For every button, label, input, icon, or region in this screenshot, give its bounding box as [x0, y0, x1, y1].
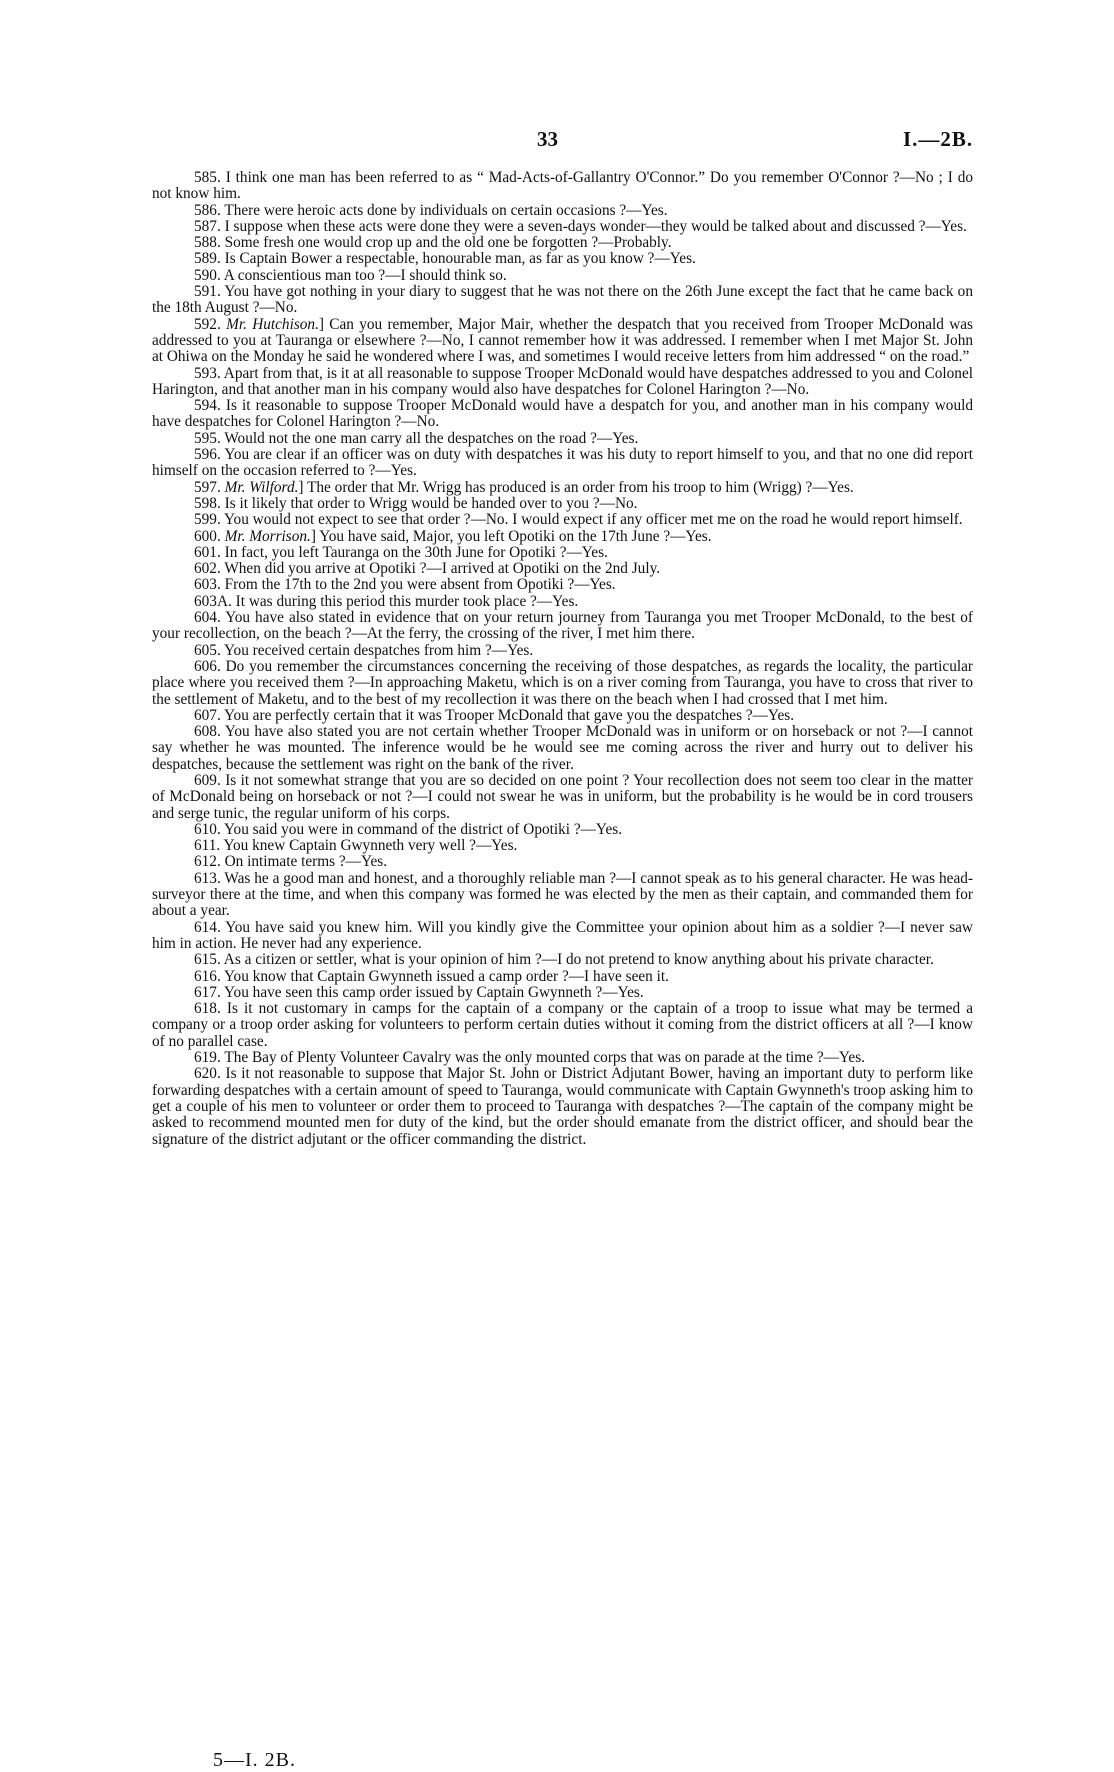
question-number: 617. — [194, 983, 221, 1001]
question-number: 616. — [194, 967, 221, 985]
question-number: 587. — [194, 217, 221, 235]
question-paragraph — [152, 561, 973, 577]
question-text: You are clear if an officer was on duty with despatches it was his duty to report himself to you, and that no one did report himself on the occasion referred to ?—Yes. — [152, 446, 973, 480]
question-text: You have seen this camp order issued by Captain Gwynneth ?—Yes. — [224, 983, 644, 1001]
question-paragraph — [152, 708, 973, 724]
question-number: 610. — [194, 820, 221, 838]
question-text: You received certain despatches from him ?—Yes. — [224, 641, 534, 659]
question-number: 586. — [194, 201, 221, 219]
question-paragraph — [152, 431, 973, 447]
question-number: 585. — [194, 169, 221, 186]
question-number: 593. — [194, 364, 221, 382]
question-text: You said you were in command of the district of Opotiki ?—Yes. — [224, 820, 623, 838]
question-text: From the 17th to the 2nd you were absent from Opotiki ?—Yes. — [224, 576, 616, 594]
question-number: 598. — [194, 494, 221, 512]
question-number: 604. — [194, 609, 221, 627]
question-text: Do you remember the circumstances concerning the receiving of those despatches, as regards the locality, the particular place where you received them ?—In approaching Maketu, which is on a river coming from Tauranga, you have to cross that river to the settlement of Maketu, and to the best of my recollection it was there on the beach when I had crossed that I met him. — [152, 657, 973, 708]
question-paragraph — [152, 203, 973, 219]
question-text: Is it reasonable to suppose Trooper McDonald would have a despatch for you, and another man in his company would have despatches for Colonel Harington ?—No. — [152, 397, 973, 431]
question-paragraph — [152, 724, 973, 773]
question-text: You are perfectly certain that it was Trooper McDonald that gave you the despatches ?—Yes. — [224, 706, 795, 724]
question-text: In fact, you left Tauranga on the 30th June for Opotiki ?—Yes. — [224, 543, 608, 561]
series-reference: I.—2B. — [903, 127, 974, 151]
question-paragraph — [152, 398, 973, 431]
question-paragraph — [152, 985, 973, 1001]
question-text: On intimate terms ?—Yes. — [224, 853, 388, 871]
question-number: 613. — [194, 869, 221, 887]
question-paragraph — [152, 871, 973, 920]
page-header — [0, 127, 1114, 153]
question-paragraph — [152, 773, 973, 822]
question-text: You have said you knew him. Will you kindly give the Committee your opinion about him as a soldier ?—I never saw him in action. He never had any experience. — [152, 918, 973, 952]
question-text: I suppose when these acts were done they were a seven-days wonder—they would be talked about and discussed ?—Yes. — [224, 217, 967, 235]
speaker-name: Mr. Wilford. — [224, 478, 299, 496]
question-paragraph — [152, 577, 973, 593]
question-text: Would not the one man carry all the despatches on the road ?—Yes. — [224, 429, 639, 447]
question-number: 608. — [194, 723, 221, 741]
question-text: You have got nothing in your diary to suggest that he was not there on the 26th June except the fact that he came back on the 18th August ?—No. — [152, 283, 973, 317]
question-paragraph — [152, 545, 973, 561]
speaker-name: Mr. Morrison. — [224, 527, 311, 545]
question-text: Is Captain Bower a respectable, honourable man, as far as you know ?—Yes. — [224, 250, 696, 268]
question-number: 595. — [194, 429, 221, 447]
question-number: 597. — [194, 478, 221, 496]
question-paragraph — [152, 838, 973, 854]
question-text: Is it likely that order to Wrigg would be handed over to you ?—No. — [224, 494, 638, 512]
question-number: 618. — [194, 1000, 221, 1018]
question-text: You have also stated you are not certain whether Trooper McDonald was in uniform or on horseback or not ?—I cannot say whether he was mounted. The inference would be he would see me coming across the river and hurry out to deliver his despatches, because the settlement was right on the bank of the river. — [152, 723, 973, 773]
question-paragraph — [152, 317, 973, 366]
question-text: It was during this period this murder took place ?—Yes. — [235, 592, 579, 610]
question-number: 606. — [194, 657, 221, 675]
question-paragraph — [152, 1001, 973, 1050]
sheet-signature: 5—I. 2B. — [213, 1749, 296, 1771]
question-text: There were heroic acts done by individuals on certain occasions ?—Yes. — [224, 201, 668, 219]
question-number: 603A. — [194, 592, 232, 610]
question-paragraph — [152, 529, 973, 545]
question-number: 591. — [194, 283, 221, 301]
question-number: 596. — [194, 446, 221, 464]
question-number: 600. — [194, 527, 221, 545]
question-paragraph — [152, 1050, 973, 1066]
question-number: 594. — [194, 397, 221, 415]
question-paragraph — [152, 284, 973, 317]
question-number: 620. — [194, 1065, 221, 1083]
question-text: Is it not customary in camps for the captain of a company or the captain of a troop to issue what may be termed a company or a troop order asking for volunteers to perform certain duties without it coming from the district officers at all ?—I know of no parallel case. — [152, 1000, 974, 1050]
question-number: 612. — [194, 853, 221, 871]
question-paragraph — [152, 610, 973, 643]
question-number: 619. — [194, 1049, 221, 1067]
question-paragraph — [152, 496, 973, 512]
question-paragraph — [152, 822, 973, 838]
question-paragraph — [152, 268, 973, 284]
question-paragraph — [152, 952, 973, 968]
question-number: 607. — [194, 706, 221, 724]
question-text: When did you arrive at Opotiki ?—I arrived at Opotiki on the 2nd July. — [224, 560, 661, 578]
question-text: As a citizen or settler, what is your opinion of him ?—I do not pretend to know anything about his private character. — [223, 951, 934, 969]
question-number: 589. — [194, 250, 221, 268]
question-text: You would not expect to see that order ?—No. I would expect if any officer met me on the road he would report himself. — [224, 511, 963, 529]
question-paragraph — [152, 854, 973, 870]
question-number: 588. — [194, 234, 221, 252]
question-paragraph — [152, 969, 973, 985]
question-text: ] Can you remember, Major Mair, whether the despatch that you received from Trooper McDonald was addressed to you at Tauranga or elsewhere ?—No, I cannot remember how it was addressed. I remember when I met Major St. John at Ohiwa on the Monday he said he wondered where I was, and sometimes I would receive letters from him addressed “ on the road.” — [152, 315, 974, 366]
question-number: 590. — [194, 266, 221, 284]
question-number: 603. — [194, 576, 221, 594]
question-text: Apart from that, is it at all reasonable to suppose Trooper McDonald would have despatches addressed to you and Colonel Harington, and that another man in his company would also have despatches for Colonel Harington ?—No. — [152, 364, 973, 398]
question-number: 602. — [194, 560, 221, 578]
question-paragraph — [152, 251, 973, 267]
question-paragraph — [152, 1066, 973, 1147]
question-text: You know that Captain Gwynneth issued a camp order ?—I have seen it. — [224, 967, 669, 985]
question-text: You knew Captain Gwynneth very well ?—Yes. — [223, 837, 518, 855]
question-paragraph — [152, 643, 973, 659]
question-paragraph — [152, 512, 973, 528]
question-text: Was he a good man and honest, and a thoroughly reliable man ?—I cannot speak as to his general character. He was head-surveyor there at the time, and when this company was formed he was elected by the men as their captain, and commanded them for about a year. — [152, 869, 973, 920]
question-text: You have also stated in evidence that on your return journey from Tauranga you met Trooper McDonald, to the best of your recollection, on the beach ?—At the ferry, the crossing of the river, I met him there. — [152, 609, 973, 643]
question-paragraph — [152, 920, 973, 953]
question-number: 609. — [194, 771, 221, 789]
question-text: A conscientious man too ?—I should think so. — [223, 266, 507, 284]
evidence-text — [152, 170, 973, 1148]
question-paragraph — [152, 170, 973, 203]
question-paragraph — [152, 480, 973, 496]
speaker-name: Mr. Hutchison. — [226, 315, 319, 333]
question-text: ] The order that Mr. Wrigg has produced is an order from his troop to him (Wrigg) ?—Yes. — [298, 478, 854, 496]
question-number: 599. — [194, 511, 221, 529]
question-paragraph — [152, 366, 973, 399]
question-text: Some fresh one would crop up and the old one be forgotten ?—Probably. — [224, 234, 672, 252]
question-paragraph — [152, 659, 973, 708]
page-number: 33 — [537, 127, 558, 151]
question-number: 592. — [194, 315, 221, 333]
question-text: Is it not reasonable to suppose that Major St. John or District Adjutant Bower, having an important duty to perform like forwarding despatches with a certain amount of speed to Tauranga, would communicate with Captain Gwynneth's troop asking him to get a couple of his men to volunteer or order them to proceed to Tauranga with despatches ?—The captain of the company might be asked to recommend mounted men for duty of the kind, but the order should emanate from the district officer, and should bear the signature of the district adjutant or the officer commanding the district. — [152, 1065, 973, 1148]
question-paragraph — [152, 235, 973, 251]
question-number: 614. — [194, 918, 221, 936]
question-paragraph — [152, 594, 973, 610]
question-number: 611. — [194, 837, 221, 855]
question-text: I think one man has been referred to as “ Mad-Acts-of-Gallantry O'Connor.” Do you remember O'Connor ?—No ; I do not know him. — [152, 169, 973, 203]
question-text: Is it not somewhat strange that you are so decided on one point ? Your recollection does not seem too clear in the matter of McDonald being on horseback or not ?—I could not swear he was in uniform, but the probability is he would be in cord trousers and serge tunic, the regular uniform of his corps. — [152, 771, 973, 822]
question-paragraph — [152, 447, 973, 480]
question-paragraph — [152, 219, 973, 235]
question-text: ] You have said, Major, you left Opotiki on the 17th June ?—Yes. — [310, 527, 712, 545]
question-number: 601. — [194, 543, 221, 561]
question-text: The Bay of Plenty Volunteer Cavalry was the only mounted corps that was on parade at the time ?—Yes. — [224, 1049, 865, 1067]
question-number: 615. — [194, 951, 221, 969]
question-number: 605. — [194, 641, 221, 659]
